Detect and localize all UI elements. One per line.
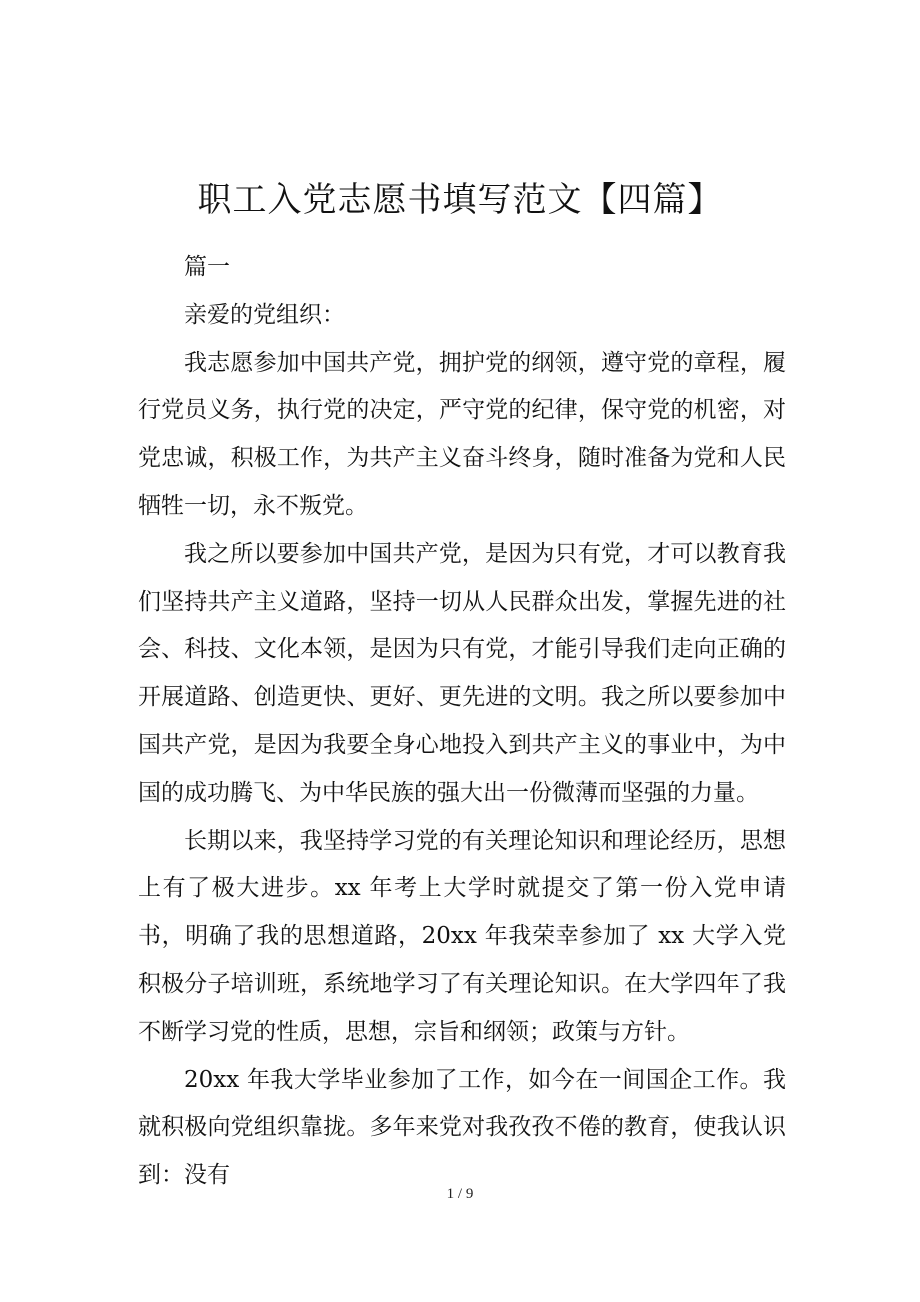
body-paragraph: 长期以来，我坚持学习党的有关理论知识和理论经历，思想上有了极大进步。xx 年考上大学时就提交了第一份入党申请书，明确了我的思想道路，20xx 年我荣幸参加了 xx 大学入党积极分子培训班，系统地学习了有关理论知识。在大学四年了我不断学习党的性质，思想，宗旨和纲领；政策与方针。 (138, 827, 786, 1045)
body-paragraph: 我志愿参加中国共产党，拥护党的纲领，遵守党的章程，履行党员义务，执行党的决定，严守党的纪律，保守党的机密，对党忠诚，积极工作，为共产主义奋斗终身，随时准备为党和人民牺牲一切，永不叛党。 (138, 349, 786, 519)
document-title: 职工入党志愿书填写范文【四篇】 (197, 180, 723, 220)
salutation: 亲爱的党组织： (184, 301, 345, 328)
document-body (138, 244, 786, 1200)
body-paragraph: 我之所以要参加中国共产党，是因为只有党，才可以教育我们坚持共产主义道路，坚持一切从人民群众出发，掌握先进的社会、科技、文化本领，是因为只有党，才能引导我们走向正确的开展道路、创造更快、更好、更先进的文明。我之所以要参加中国共产党，是因为我要全身心地投入到共产主义的事业中，为中国的成功腾飞、为中华民族的强大出一份微薄而坚强的力量。 (138, 540, 786, 806)
body-paragraph: 20xx 年我大学毕业参加了工作，如今在一间国企工作。我就积极向党组织靠拢。多年来党对我孜孜不倦的教育，使我认识到：没有 (138, 1066, 786, 1189)
page-number: 1 / 9 (446, 1186, 474, 1202)
section-label: 篇一 (184, 254, 230, 280)
